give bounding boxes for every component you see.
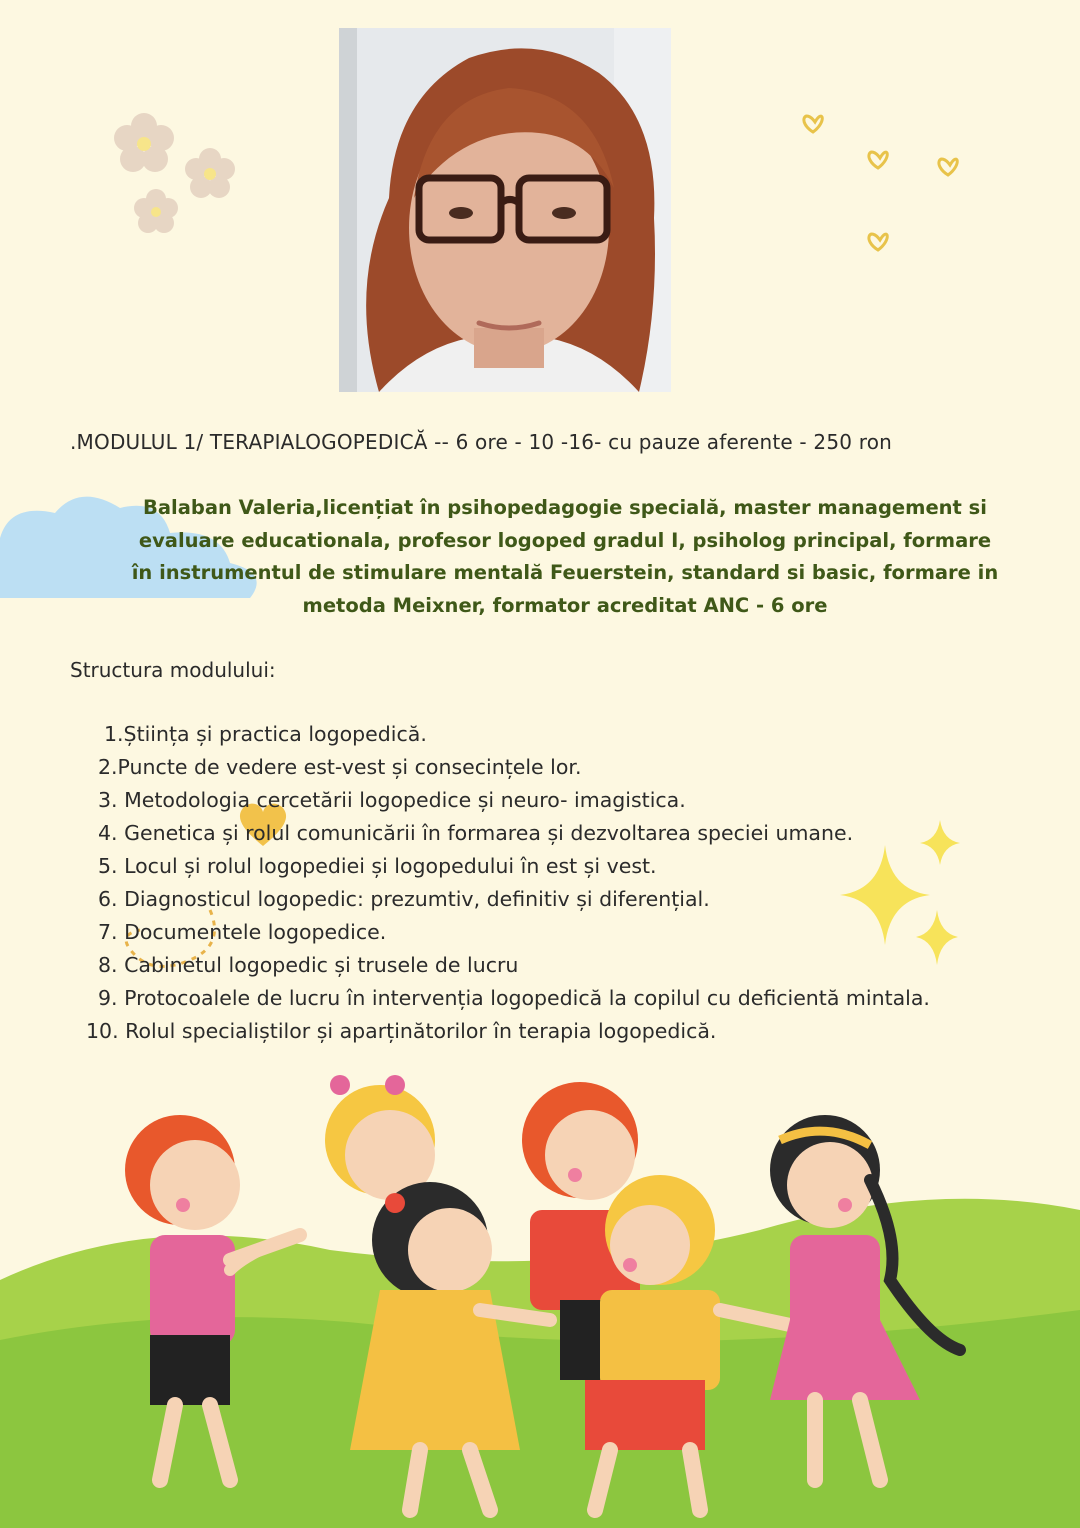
list-item: 6. Diagnosticul logopedic: prezumtiv, definitiv și diferențial. [98,887,710,911]
list-item: 8. Cabinetul logopedic și trusele de lucru [98,953,519,977]
list-item: 5. Locul și rolul logopediei și logopedului în est și vest. [98,854,657,878]
list-item: 2.Puncte de vedere est-vest și consecințele lor. [98,755,582,779]
list-item: 4. Genetica și rolul comunicării în formarea și dezvoltarea speciei umane. [98,821,854,845]
bio-line: metoda Meixner, formator acreditat ANC - 6 ore [302,593,828,617]
module-title: .MODULUL 1/ TERAPIALOGOPEDICĂ -- 6 ore - 10 -16- cu pauze aferente - 250 ron [70,430,893,454]
list-item: 10. Rolul specialiștilor și aparținătorilor în terapia logopedică. [86,1019,717,1043]
list-item: 7. Documentele logopedice. [98,920,387,944]
bio-line: evaluare educationala, profesor logoped gradul I, psiholog principal, formare [138,528,992,552]
bio-line: Balaban Valeria,licențiat în psihopedagogie specială, master management si [143,496,987,519]
hearts-decoration [795,100,985,270]
structure-heading: Structura modulului: [70,658,276,682]
list-item: 9. Protocoalele de lucru în intervenția logopedică la copilul cu deficientă mintala. [98,986,930,1010]
list-item: 3. Metodologia cercetării logopedice și neuro- imagistica. [98,788,686,812]
flowers-decoration [100,100,250,250]
bio-line: în instrumentul de stimulare mentală Feuerstein, standard si basic, formare in [131,561,999,584]
list-item: 1.Știința și practica logopedică. [104,722,427,746]
children-illustration [0,980,1080,1528]
trainer-bio [60,492,1070,622]
profile-photo [339,28,671,392]
sparkles-decoration [840,815,980,975]
